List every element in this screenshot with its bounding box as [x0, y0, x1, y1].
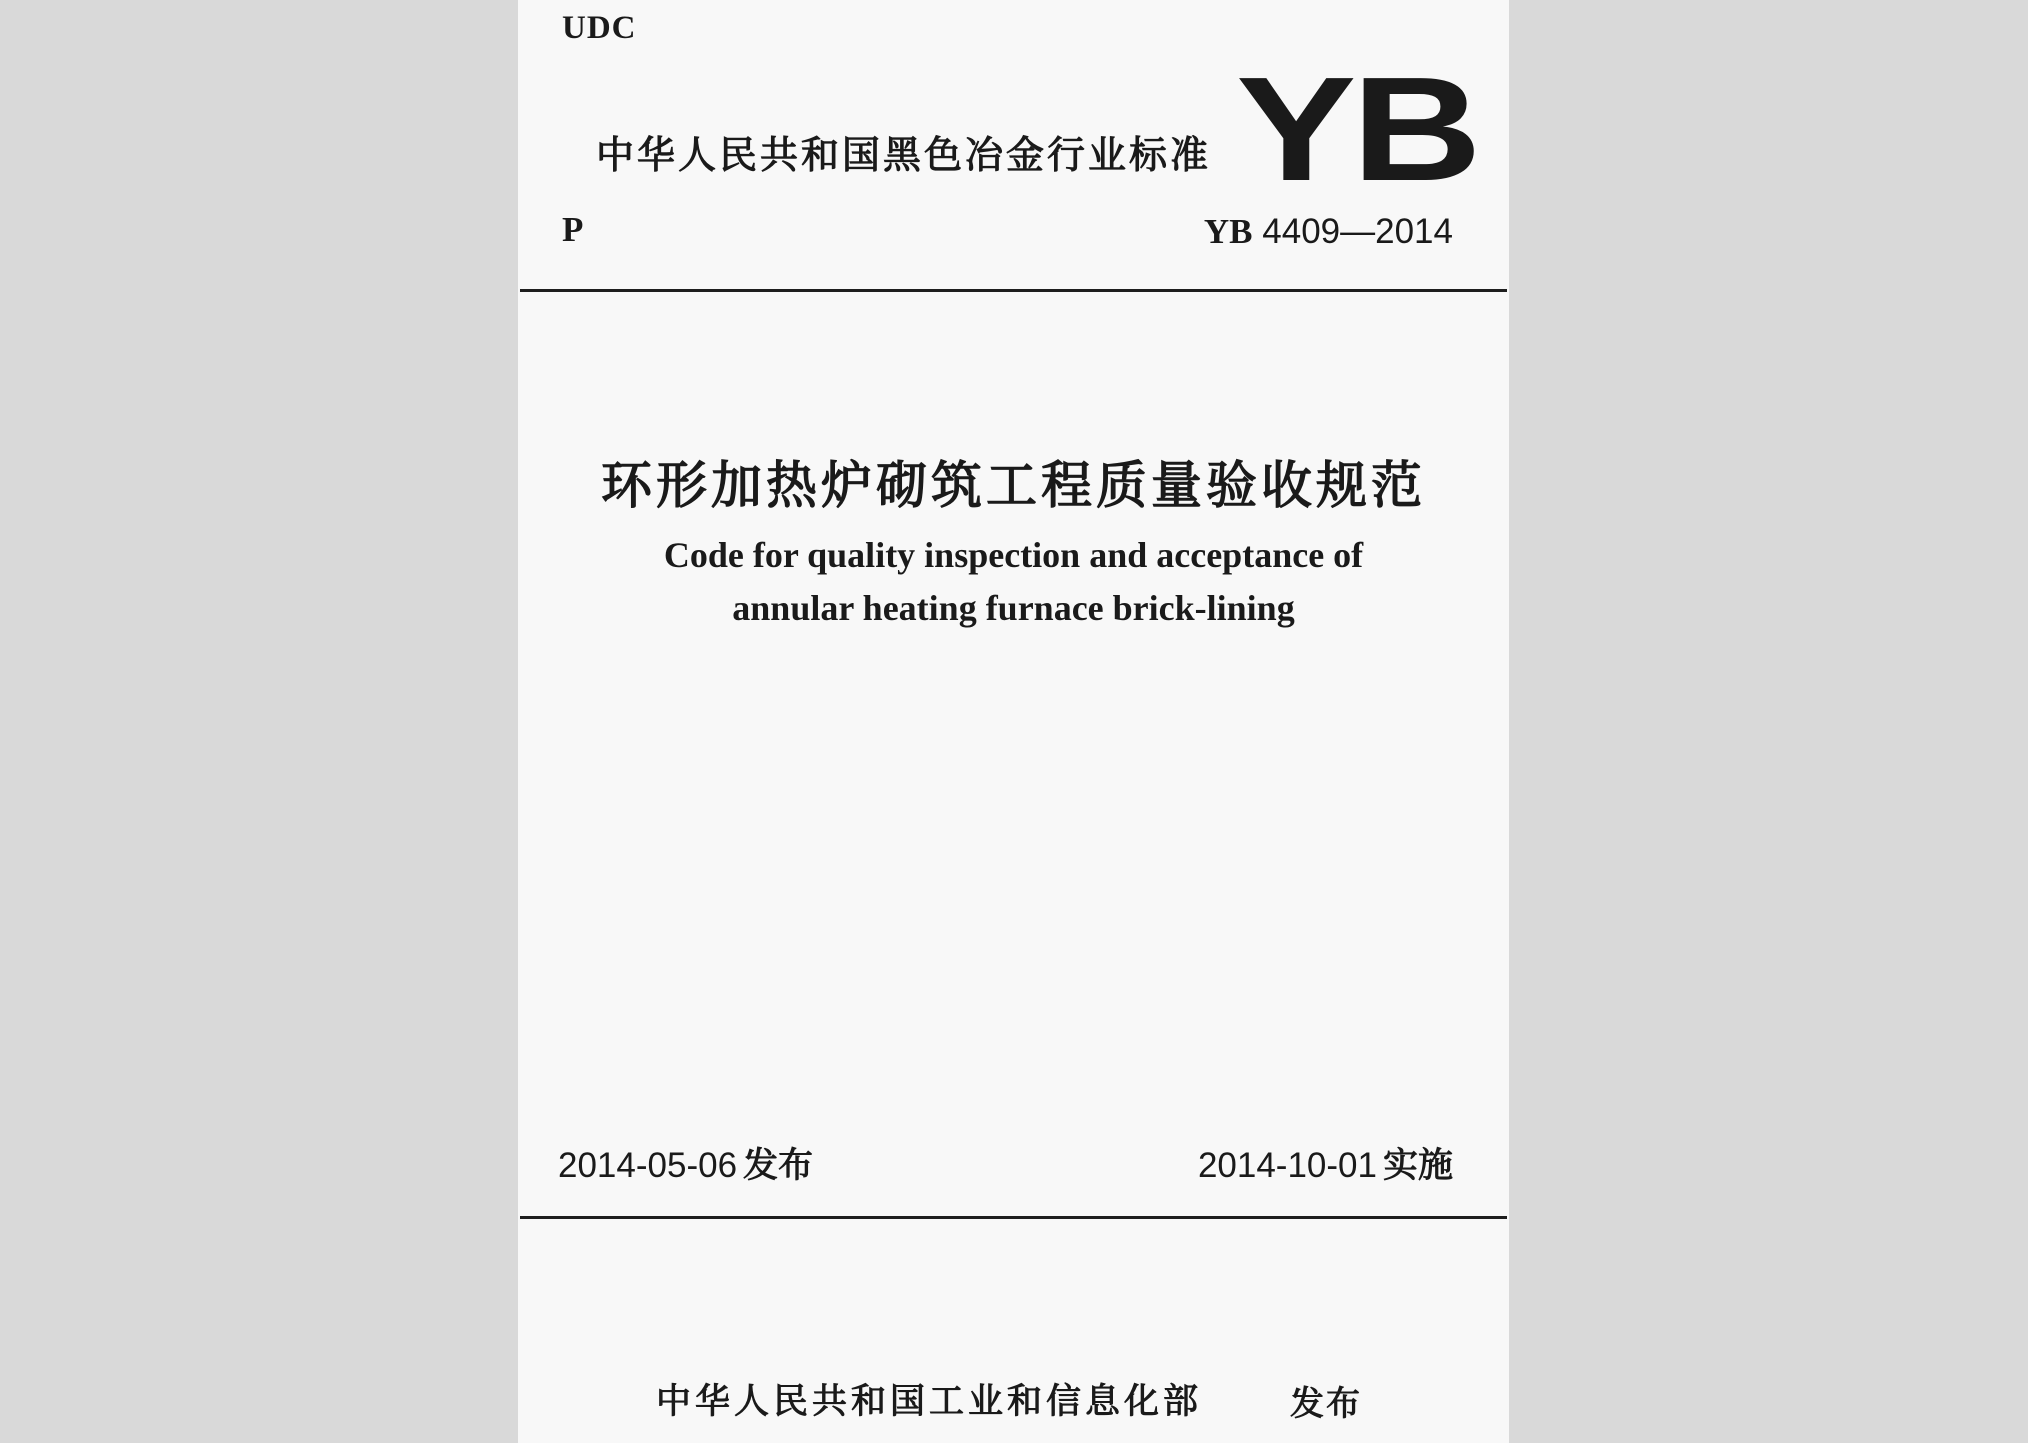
publisher-name: 中华人民共和国工业和信息化部	[656, 1382, 1203, 1422]
issue-date-label: 发布	[743, 1146, 814, 1186]
standard-number-value: 4409—2014	[1262, 212, 1453, 251]
issue-date-value: 2014-05-06	[558, 1146, 738, 1185]
standard-cover-page	[518, 0, 1509, 1443]
classification-code: P	[562, 210, 584, 249]
document-title-english-line1: Code for quality inspection and acceptance of	[663, 535, 1364, 575]
standard-prefix: YB	[1203, 212, 1253, 251]
yb-logo: YB	[1236, 47, 1478, 212]
document-title-chinese: 环形加热炉砌筑工程质量验收规范	[600, 457, 1426, 516]
udc-label: UDC	[562, 10, 637, 46]
bottom-divider	[520, 1216, 1507, 1219]
effective-date-value: 2014-10-01	[1197, 1146, 1377, 1185]
top-divider	[520, 289, 1507, 292]
issue-date	[558, 1138, 813, 1188]
effective-date	[1198, 1138, 1453, 1188]
publish-label: 发布	[1290, 1384, 1362, 1424]
standard-number	[1204, 212, 1453, 252]
effective-date-label: 实施	[1382, 1146, 1453, 1186]
industry-standard-title: 中华人民共和国黑色冶金行业标准	[596, 133, 1212, 177]
document-title-english-line2: annular heating furnace brick-lining	[732, 588, 1295, 628]
